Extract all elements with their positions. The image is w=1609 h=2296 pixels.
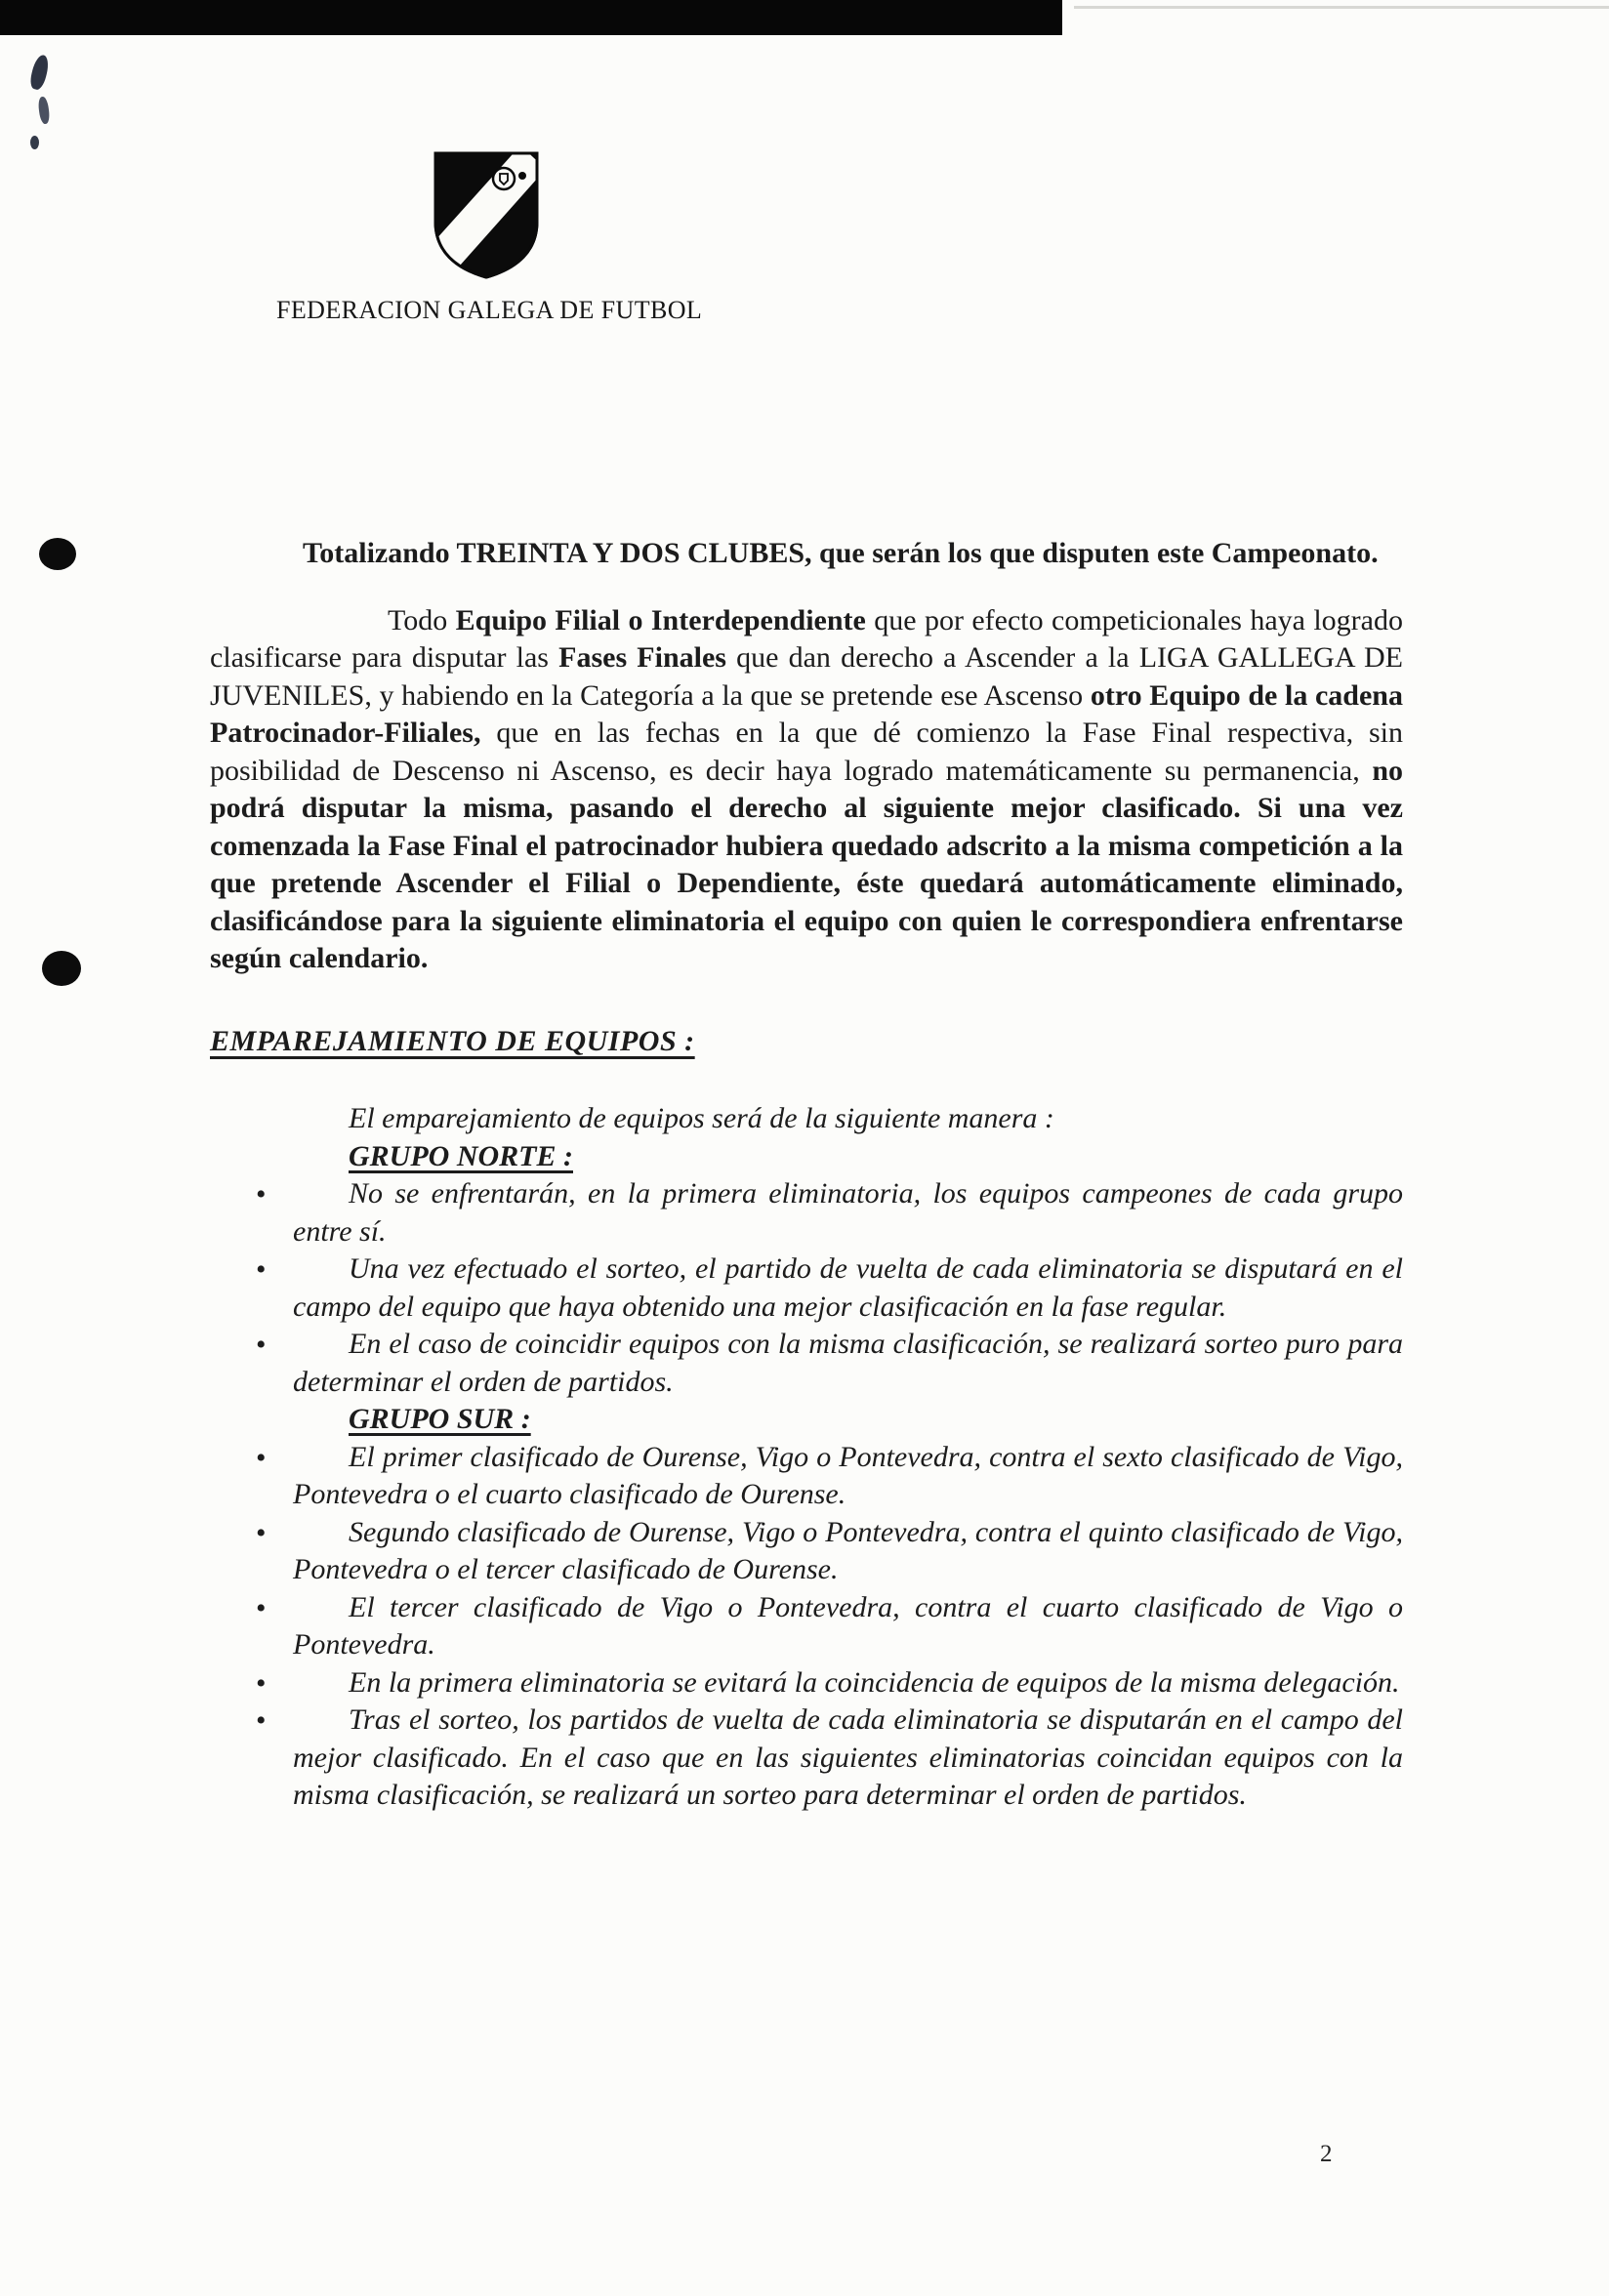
- federation-crest-icon: [428, 144, 545, 283]
- text-run-bold: Fases Finales: [558, 641, 726, 674]
- text-run-bold: no podrá disputar la misma, pasando el derecho al siguiente mejor clasificado. Si una vez comenzada la Fase Final el patrocinador hubiera quedado adscrito a la misma competición a la que pretende Ascender el Filial o Dependiente, éste quedará automáticamente eliminado, clasificándose para la siguiente eliminatoria el equipo con quien le correspondiera enfrentarse según calendario.: [210, 754, 1403, 974]
- paragraph-filial-rules: [210, 602, 1403, 978]
- bullet-icon: •: [256, 1329, 267, 1361]
- scan-artifact: [28, 54, 51, 92]
- bullet-item-south-1: [256, 1439, 1403, 1514]
- bullet-icon: •: [256, 1666, 267, 1700]
- paragraph-totalizando: Totalizando TREINTA Y DOS CLUBES, que serán los que disputen este Campeonato.: [303, 537, 1379, 569]
- bullet-text: Segundo clasificado de Ourense, Vigo o Pontevedra, contra el quinto clasificado de Vigo, Pontevedra o el tercer clasificado de Ourense.: [293, 1515, 1403, 1585]
- text-run: que en las fechas en la que dé comienzo la Fase Final respectiva, sin posibilidad de Descenso ni Ascenso, es decir haya logrado matemáticamente su permanencia,: [210, 717, 1403, 787]
- bullet-item-north-1: [256, 1175, 1403, 1250]
- bullet-item-south-2: [256, 1514, 1403, 1589]
- scan-edge-line: [1074, 6, 1609, 9]
- bullet-text: El primer clasificado de Ourense, Vigo o Pontevedra, contra el sexto clasificado de Vigo, Pontevedra o el cuarto clasificado de Ourense.: [293, 1440, 1403, 1510]
- section-heading-emparejamiento: EMPAREJAMIENTO DE EQUIPOS :: [210, 1024, 695, 1057]
- bullet-icon: •: [256, 1591, 267, 1624]
- bullet-item-south-5: [256, 1702, 1403, 1815]
- text-run: que dan derecho a Ascender a la LIGA GALLEGA DE JUVENILES, y habiendo en la Categoría a la que se pretende ese Ascenso: [210, 641, 1403, 712]
- bullet-text: Una vez efectuado el sorteo, el partido de vuelta de cada eliminatoria se disputará en el campo del equipo que haya obtenido una mejor clasificación en la fase regular.: [293, 1252, 1403, 1323]
- bullet-icon: •: [256, 1704, 267, 1737]
- bullet-text: En la primera eliminatoria se evitará la coincidencia de equipos de la misma delegación.: [349, 1665, 1400, 1699]
- hole-punch-mark: [39, 538, 76, 570]
- text-run: que por efecto competicionales haya logrado clasificarse para disputar las: [210, 603, 1403, 674]
- bullet-icon: •: [256, 1516, 267, 1549]
- intro-line: El emparejamiento de equipos será de la siguiente manera :: [349, 1102, 1054, 1134]
- document-body: [210, 535, 1403, 1815]
- bullet-icon: •: [256, 1253, 267, 1286]
- bullet-icon: •: [256, 1441, 267, 1474]
- hole-punch-mark: [42, 951, 81, 986]
- group-south-heading: GRUPO SUR :: [349, 1403, 531, 1435]
- scan-edge-bar: [0, 0, 1062, 35]
- scan-artifact: [37, 96, 50, 124]
- bullet-item-south-3: [256, 1589, 1403, 1664]
- bullet-text: No se enfrentarán, en la primera eliminatoria, los equipos campeones de cada grupo entre sí.: [293, 1177, 1403, 1248]
- bullet-text: El tercer clasificado de Vigo o Pontevedra, contra el cuarto clasificado de Vigo o Pontevedra.: [293, 1590, 1403, 1660]
- bullet-text: En el caso de coincidir equipos con la misma clasificación, se realizará sorteo puro para determinar el orden de partidos.: [293, 1328, 1403, 1398]
- text-run: Todo: [388, 603, 456, 636]
- scan-artifact: [30, 136, 39, 149]
- bullet-item-north-3: [256, 1326, 1403, 1401]
- page-number: 2: [1320, 2141, 1333, 2167]
- bullet-text: Tras el sorteo, los partidos de vuelta de cada eliminatoria se disputarán en el campo del mejor clasificado. En el caso que en las siguientes eliminatorias coincidan equipos con la misma clasificación, se realizará un sorteo para determinar el orden de partidos.: [293, 1703, 1403, 1811]
- text-run-bold: otro Equipo de la cadena Patrocinador-Filiales,: [210, 678, 1403, 749]
- group-north-heading: GRUPO NORTE :: [349, 1139, 573, 1172]
- federation-name: FEDERACION GALEGA DE FUTBOL: [276, 296, 703, 324]
- bullet-icon: •: [256, 1178, 267, 1210]
- bullet-item-north-2: [256, 1250, 1403, 1326]
- text-run-bold: Equipo Filial o Interdependiente: [455, 603, 866, 636]
- bullet-item-south-4: [256, 1664, 1403, 1702]
